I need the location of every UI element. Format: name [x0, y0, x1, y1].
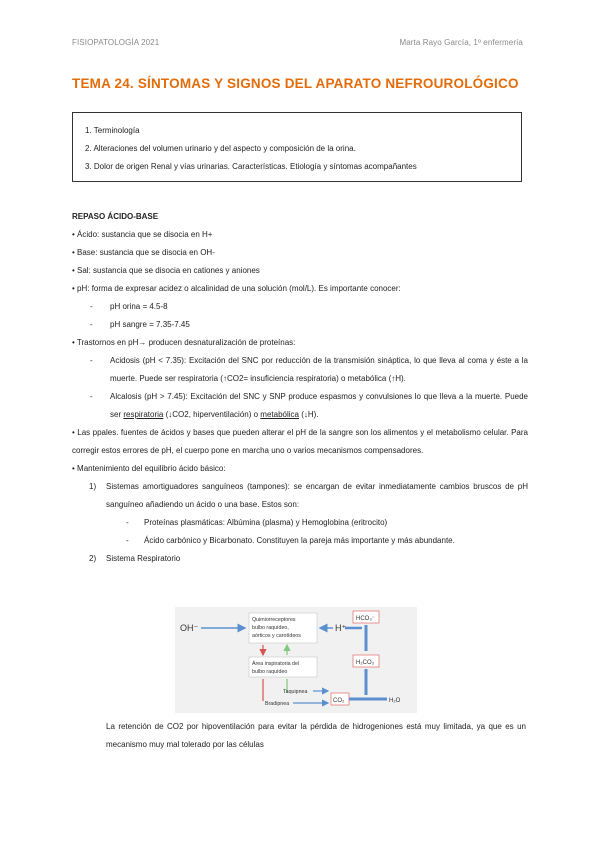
header-course: FISIOPATOLOGÍA 2021 [72, 38, 160, 47]
acidosis-label: Acidosis [110, 356, 140, 365]
acidosis-text: (pH < 7.35): Excitación del SNC por reducción de la transmisión sináptica, lo que lleva al coma y éste a la muerte. Puede ser respiratoria (↑CO2= insuficiencia respiratoria) o metabólica (↑H). [110, 356, 528, 383]
bullet-ppales: • Las ppales. fuentes de ácidos y bases que pueden alterar el pH de la sangre son los alimentos y el metabolismo celular. Para corregir estos errores de pH, el cuerpo pone en marcha uno o varios mecanismos compensadores. [72, 428, 528, 455]
chemoreceptor-label-2: bulbo raquídeo, [252, 625, 289, 631]
ph-orina-text: pH orina = 4.5-8 [110, 302, 168, 311]
toc-item: 2. Alteraciones del volumen urinario y del aspecto y composición de la orina. [85, 144, 356, 153]
item-2-text: Sistema Respiratorio [106, 554, 181, 563]
chemoreceptor-label-1: Quimiorreceptores [252, 617, 296, 623]
alcalosis-label: Alcalosis [110, 392, 142, 401]
bullet-acido: • Ácido: sustancia que se disocia en H+ [72, 230, 213, 239]
hco3-label: HCO₃⁻ [356, 616, 375, 622]
toc-item: 1. Terminología [85, 126, 140, 135]
header-author: Marta Rayo García, 1º enfermería [399, 38, 523, 47]
numbered-item-1 [72, 478, 528, 514]
alcalosis-text-2: (↓CO2, hiperventilación) o [163, 410, 261, 419]
bullet-ph: • pH: forma de expresar acidez o alcalinidad de una solución (mol/L). Es importante conocer: [72, 284, 401, 293]
alcalosis-item: - Alcalosis (pH > 7.45): Excitación del SNC y SNP produce espasmos y convulsiones lo que lleva a la muerte. Puede ser respiratoria (↓CO2, hiperventilación) o metabólica (↓H). [90, 392, 528, 419]
main-content [72, 208, 528, 568]
sub-item: - Proteínas plasmáticas: Albúmina (plasma) y Hemoglobina (eritrocito) [126, 518, 388, 527]
ph-sangre-item: - pH sangre = 7.35-7.45 [90, 320, 190, 329]
acidosis-item: - Acidosis (pH < 7.35): Excitación del SNC por reducción de la transmisión sináptica, lo que lleva al coma y éste a la muerte. Puede ser respiratoria (↑CO2= insuficiencia respiratoria) o metabólica (↑H). [90, 356, 528, 383]
h2o-label: H₂O [389, 698, 401, 704]
bullet-sal: • Sal: sustancia que se disocia en cationes y aniones [72, 266, 260, 275]
sub-item-text: Ácido carbónico y Bicarbonato. Constituyen la pareja más importante y más abundante. [144, 536, 455, 545]
sub-item-text: Proteínas plasmáticas: Albúmina (plasma) y Hemoglobina (eritrocito) [144, 518, 388, 527]
section-heading: REPASO ÁCIDO-BASE [72, 212, 159, 221]
respiratory-diagram [175, 607, 417, 713]
taquipnea-label: Taquipnea [283, 689, 308, 695]
inspiratory-label-1: Área inspiratoria del [252, 661, 300, 667]
alcalosis-text-3: (↓H). [298, 410, 319, 419]
alcalosis-respiratoria: respiratoria [123, 410, 164, 419]
bullet-mantenimiento: • Mantenimiento del equilibrio ácido básico: [72, 464, 226, 473]
ph-sangre-text: pH sangre = 7.35-7.45 [110, 320, 190, 329]
numbered-item-2 [72, 550, 528, 568]
co2-label: CO₂ [333, 698, 345, 704]
table-of-contents [72, 112, 522, 182]
item-number: 1) [89, 482, 97, 491]
bullet-trastornos: • Trastornos en pH→ producen desnaturalización de proteínas: [72, 338, 296, 347]
inspiratory-label-2: bulbo raquídeo [252, 669, 288, 675]
bradipnea-label: Bradipnea [265, 701, 290, 707]
figure-caption: La retención de CO2 por hipoventilación para evitar la pérdida de hidrogeniones está muy limitada, ya que es un mecanismo muy mal tolerado por las células [106, 722, 526, 749]
h-label: H⁺ [335, 623, 347, 633]
sub-item: - Ácido carbónico y Bicarbonato. Constituyen la pareja más importante y más abundante. [126, 536, 455, 545]
bullet-base: • Base: sustancia que se disocia en OH- [72, 248, 215, 257]
alcalosis-metabolica: metabólica [260, 410, 299, 419]
ph-orina-item: - pH orina = 4.5-8 [90, 302, 168, 311]
h2co3-label: H₂CO₃ [356, 660, 375, 666]
item-number: 2) [89, 554, 97, 563]
page-title: TEMA 24. SÍNTOMAS Y SIGNOS DEL APARATO NEFROUROLÓGICO [72, 76, 519, 91]
item-1-text: Sistemas amortiguadores sanguíneos (tampones): se encargan de evitar inmediatamente cambios bruscos de pH sanguíneo añadiendo un ácido o una base. Estos son: [106, 482, 528, 509]
oh-label: OH⁻ [180, 623, 199, 633]
chemoreceptor-label-3: aórticos y carotídeos [252, 633, 301, 639]
toc-item: 3. Dolor de origen Renal y vías urinarias. Características. Etiología y síntomas acompañantes [85, 162, 417, 171]
alcalosis-text-1: (pH > 7.45): Excitación del SNC y SNP produce espasmos y convulsiones lo que lleva a la muerte. Puede ser [110, 392, 528, 419]
